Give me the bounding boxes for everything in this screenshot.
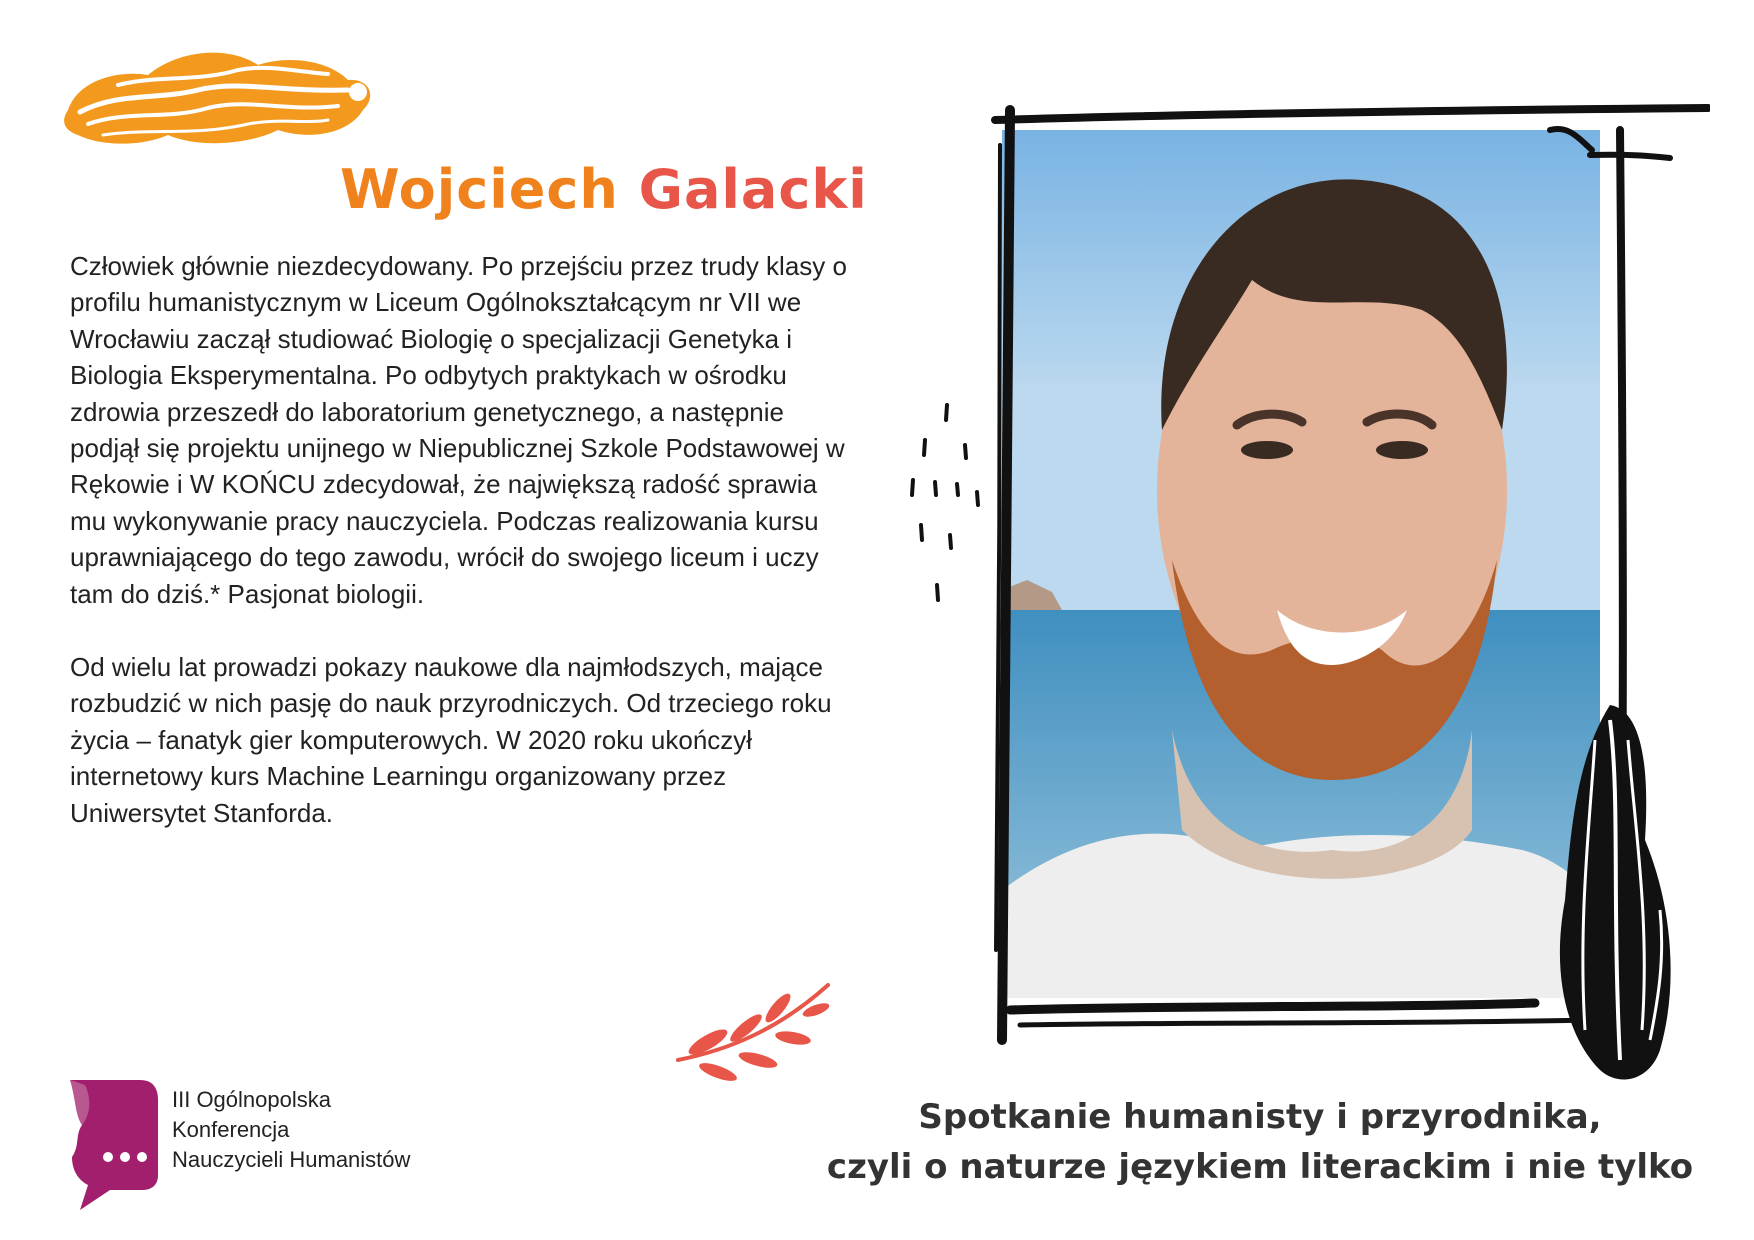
session-title-line-2: czyli o naturze językiem literackim i nie tylko [826,1147,1694,1187]
bio-paragraph-1: Człowiek głównie niezdecydowany. Po przejściu przez trudy klasy o profilu humanistycznym w Liceum Ogólnokształcącym nr VII we Wrocławiu zaczął studiować Biologię o specjalizacji Genetyka i Biologia Eksperymentalna. Po odbytych praktykach w ośrodku zdrowia przeszedł do laboratorium genetycznego, a następnie podjął się projektu unijnego w Niepublicznej Szkole Podstawowej w Rękowie i W KOŃCU zdecydował, że największą radość sprawia mu wykonywanie pracy nauczyciela. Podczas realizowania kursu uprawniającego do tego zawodu, wrócił do swojego liceum i uczy tam do dziś.* Pasjonat biologii. [70,251,847,609]
conference-line-3: Nauczycieli Humanistów [172,1147,411,1172]
first-name: Wojciech [340,158,619,221]
orange-wave-icon [58,40,378,150]
conference-line-2: Konferencja [172,1117,290,1142]
conference-line-1: III Ogólnopolska [172,1087,331,1112]
session-title [820,1092,1700,1192]
speaker-name [340,158,868,221]
last-name: Galacki [638,158,868,221]
conference-name [172,1085,410,1175]
bio-text [70,248,860,868]
bio-paragraph-2: Od wielu lat prowadzi pokazy naukowe dla najmłodszych, mające rozbudzić w nich pasję do nauk przyrodniczych. Od trzeciego roku życia – fanatyk gier komputerowych. W 2020 roku ukończył internetowy kurs Machine Learningu organizowany przez Uniwersytet Stanforda. [70,652,832,828]
speaking-head-icon [70,1075,160,1210]
leaf-branch-icon [668,980,838,1090]
black-pod-icon [1540,700,1680,1090]
session-title-line-1: Spotkanie humanisty i przyrodnika, [918,1097,1602,1137]
rain-dashes-icon [905,400,985,610]
